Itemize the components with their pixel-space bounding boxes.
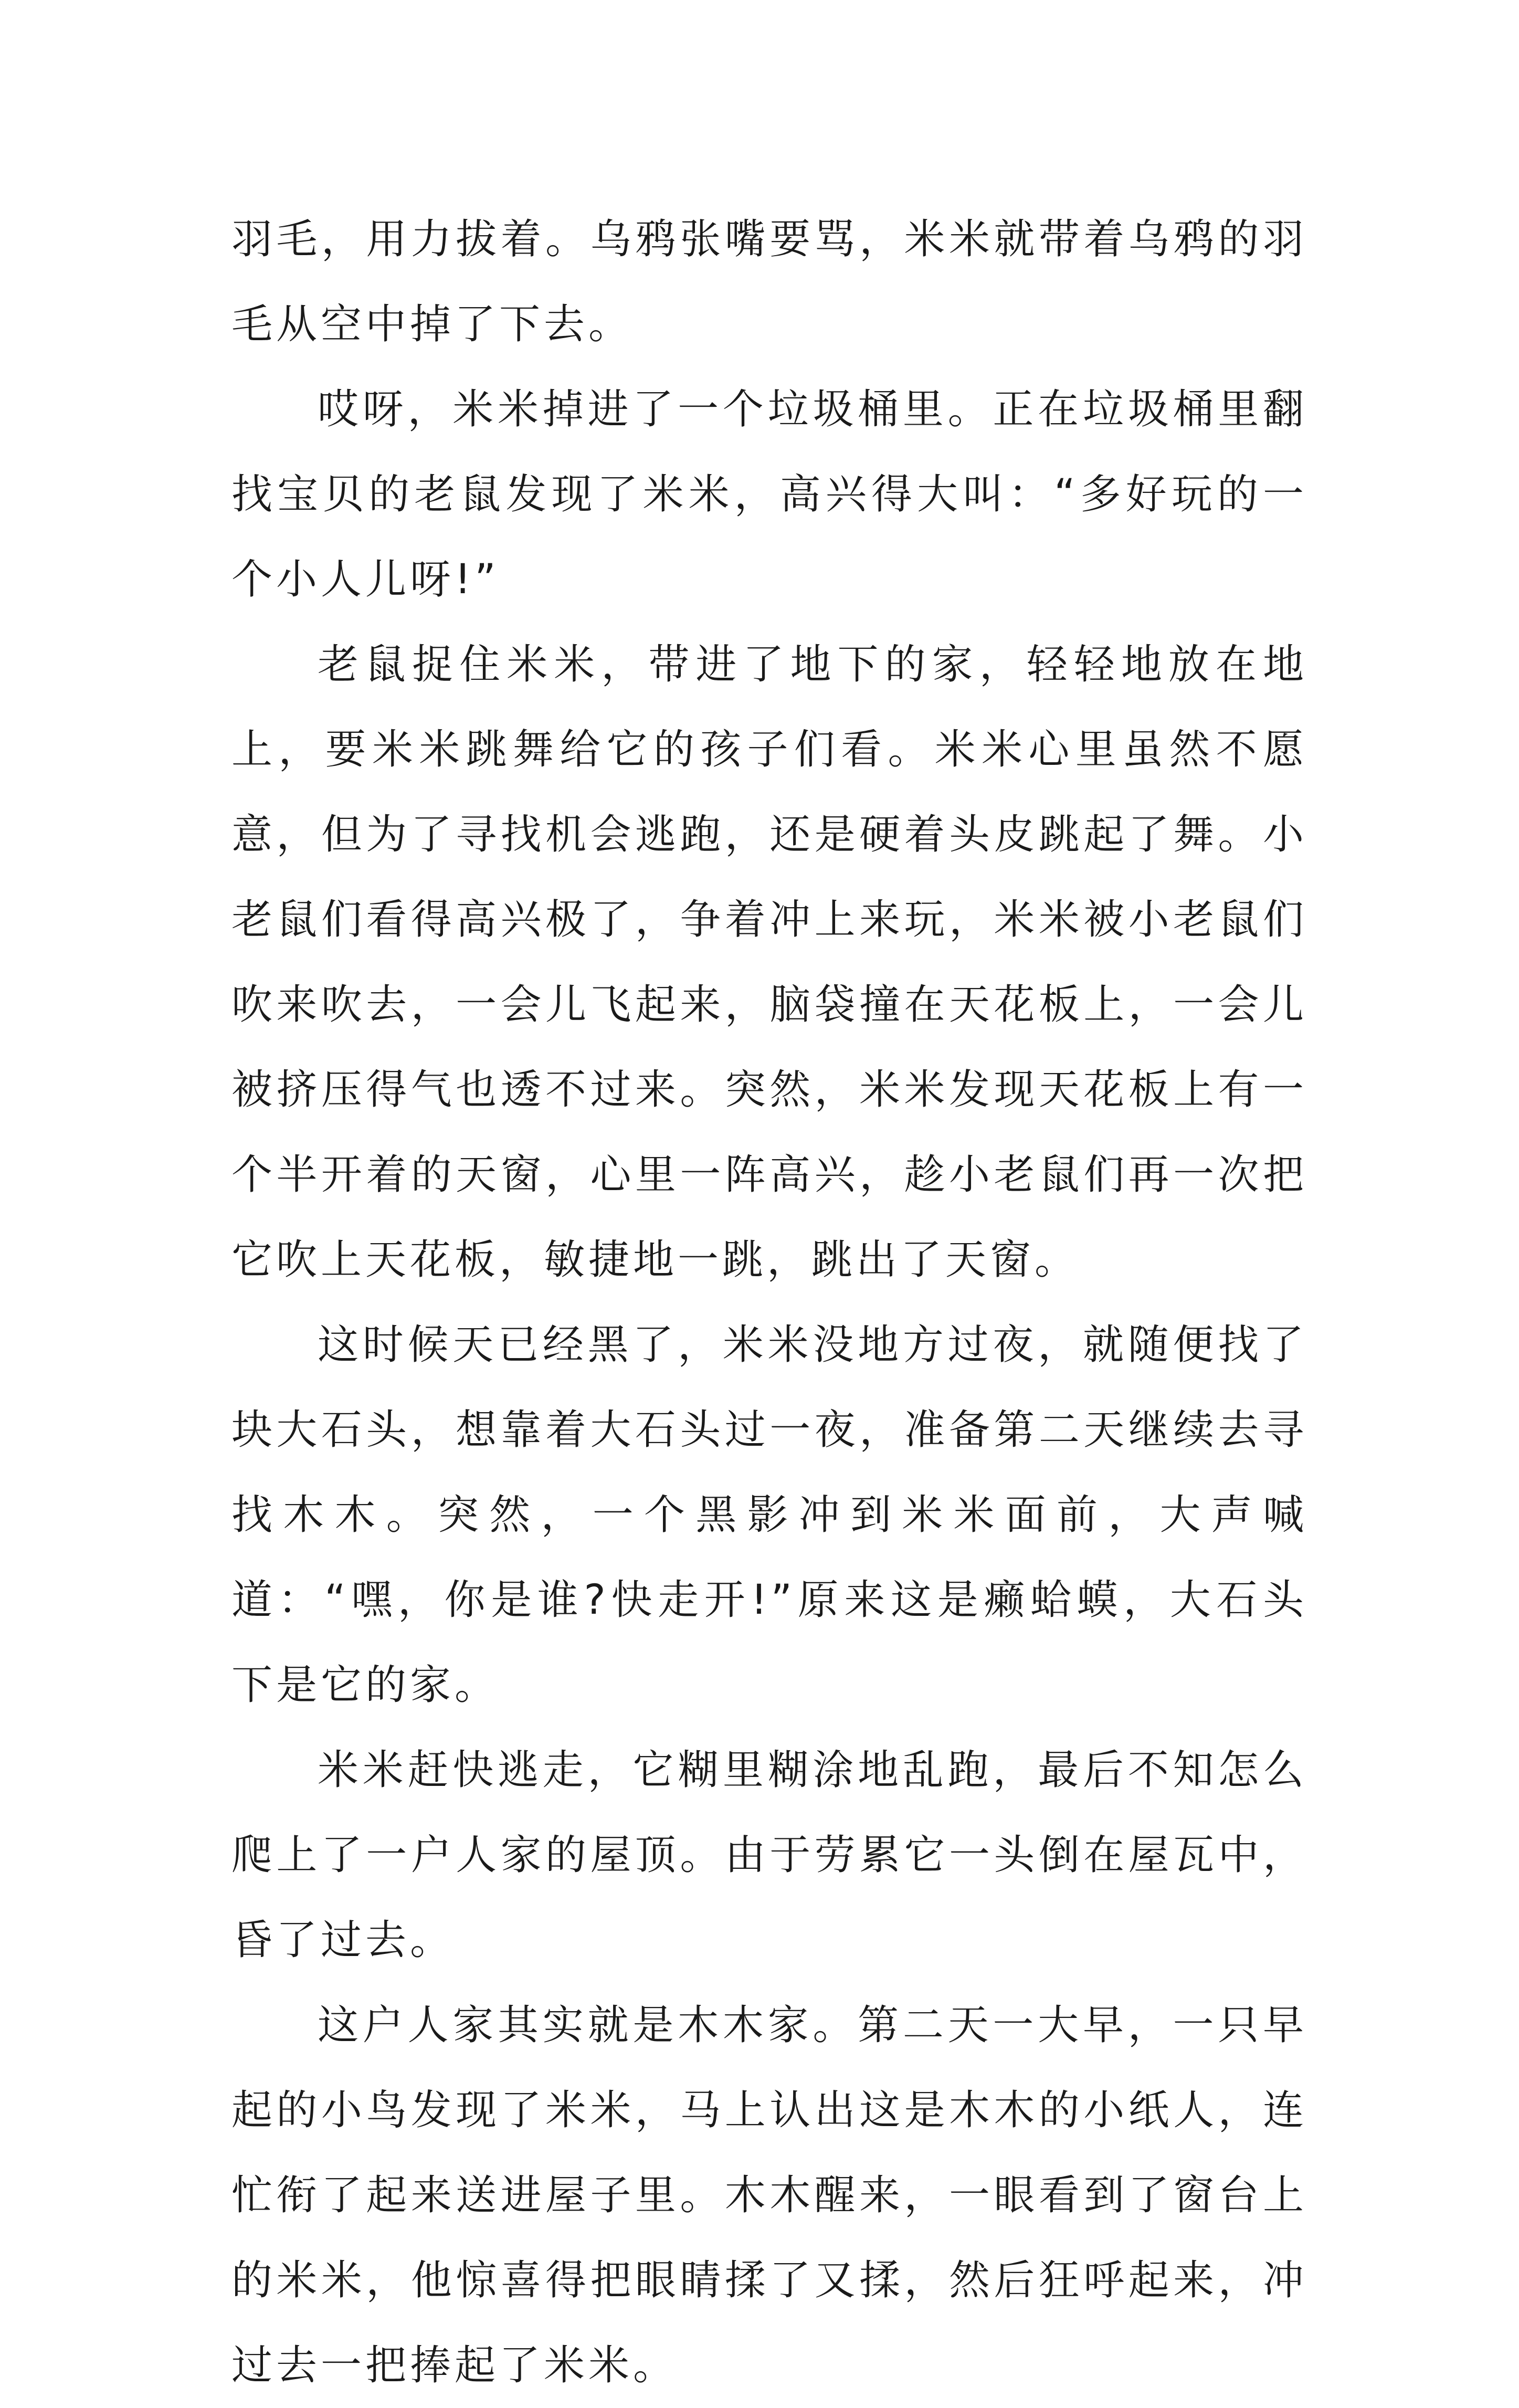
story-text [231, 197, 1307, 2408]
paragraph: 哎呀，米米掉进了一个垃圾桶里。正在垃圾桶里翻找宝贝的老鼠发现了米米，高兴得大叫：“多好玩的一个小人儿呀!” [231, 386, 1307, 603]
paragraph: 老鼠捉住米米，带进了地下的家，轻轻地放在地上，要米米跳舞给它的孩子们看。米米心里虽然不愿意，但为了寻找机会逃跑，还是硬着头皮跳起了舞。小老鼠们看得高兴极了，争着冲上来玩，米米被小老鼠们吹来吹去，一会儿飞起来，脑袋撞在天花板上，一会儿被挤压得气也透不过来。突然，米米发现天花板上有一个半开着的天窗，心里一阵高兴，趁小老鼠们再一次把它吹上天花板，敏捷地一跳，跳出了天窗。 [231, 641, 1307, 1284]
paragraph: 米米赶快逃走，它糊里糊涂地乱跑，最后不知怎么爬上了一户人家的屋顶。由于劳累它一头倒在屋瓦中，昏了过去。 [231, 1747, 1307, 1964]
paragraph: 这时候天已经黑了，米米没地方过夜，就随便找了块大石头，想靠着大石头过一夜，准备第二天继续去寻找木木。突然，一个黑影冲到米米面前，大声喊道：“嘿，你是谁?快走开!”原来这是癞蛤蟆，大石头下是它的家。 [231, 1321, 1307, 1709]
paragraph: 羽毛，用力拔着。乌鸦张嘴要骂，米米就带着乌鸦的羽毛从空中掉了下去。 [231, 216, 1307, 348]
paragraph: 这户人家其实就是木木家。第二天一大早，一只早起的小鸟发现了米米，马上认出这是木木的小纸人，连忙衔了起来送进屋子里。木木醒来，一眼看到了窗台上的米米，他惊喜得把眼睛揉了又揉，然后狂呼起来，冲过去一把捧起了米米。 [231, 2002, 1307, 2389]
